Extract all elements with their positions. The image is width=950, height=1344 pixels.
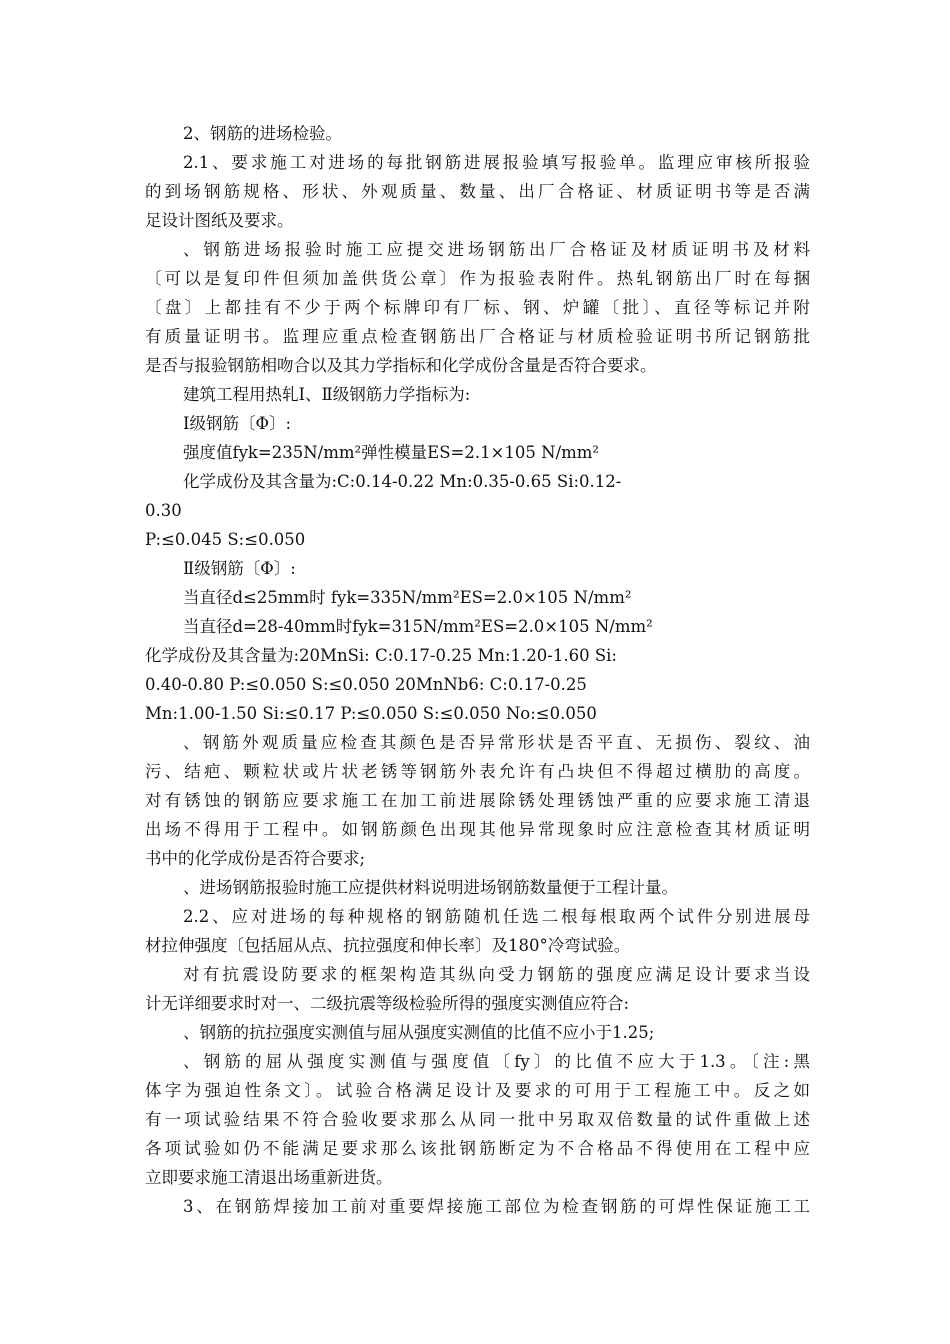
text-line: 2.1、要求施工对进场的每批钢筋进展报验填写报验单。监理应审核所报验 (183, 153, 810, 172)
text-line: Ⅱ级钢筋〔Φ〕: (183, 559, 296, 578)
text-line: 各项试验如仍不能满足要求那么该批钢筋断定为不合格品不得使用在工程中应 (145, 1139, 810, 1158)
text-line: 材拉伸强度〔包括屈从点、抗拉强度和伸长率〕及180°冷弯试验。 (145, 936, 631, 955)
text-line: 、钢筋外观质量应检查其颜色是否异常形状是否平直、无损伤、裂纹、油 (183, 733, 810, 752)
text-line: 足设计图纸及要求。 (145, 211, 294, 230)
text-line: 2.2、应对进场的每种规格的钢筋随机任选二根每根取两个试件分别进展母 (183, 907, 810, 926)
text-line: 、钢筋进场报验时施工应提交进场钢筋出厂合格证及材质证明书及材料 (183, 240, 810, 259)
text-line: 0.30 (145, 501, 182, 520)
text-line: 〔可以是复印件但须加盖供货公章〕作为报验表附件。热轧钢筋出厂时在每捆 (145, 269, 810, 288)
text-line: 0.40-0.80 P:≤0.050 S:≤0.050 20MnNb6: C:0.17-0.25 (145, 675, 587, 694)
text-line: 、钢筋的抗拉强度实测值与屈从强度实测值的比值不应小于1.25; (183, 1023, 655, 1042)
text-line: Ⅰ级钢筋〔Φ〕: (183, 414, 292, 433)
text-line: 当直径d≤25mm时 fyk=335N/mm²ES=2.0×105 N/mm² (183, 588, 632, 607)
text-line: 当直径d=28-40mm时fyk=315N/mm²ES=2.0×105 N/mm² (183, 617, 653, 636)
text-line: P:≤0.045 S:≤0.050 (145, 530, 306, 549)
text-line: 化学成份及其含量为:20MnSi: C:0.17-0.25 Mn:1.20-1.60 Si: (145, 646, 617, 665)
text-line: 〔盘〕上都挂有不少于两个标牌印有厂标、钢、炉罐〔批〕、直径等标记并附 (145, 298, 810, 317)
section-heading: 3、在钢筋焊接加工前对重要焊接施工部位为检查钢筋的可焊性保证施工工 (183, 1197, 810, 1216)
text-line: 对有锈蚀的钢筋应要求施工在加工前进展除锈处理锈蚀严重的应要求施工清退 (145, 791, 810, 810)
text-line: 书中的化学成份是否符合要求; (145, 849, 366, 868)
text-line: 体字为强迫性条文〕。试验合格满足设计及要求的可用于工程施工中。反之如 (145, 1081, 810, 1100)
text-line: 污、结疤、颗粒状或片状老锈等钢筋外表允许有凸块但不得超过横肋的高度。 (145, 762, 810, 781)
text-line: 、钢筋的屈从强度实测值与强度值〔fy〕的比值不应大于1.3。〔注:黑 (183, 1052, 810, 1071)
text-line: 立即要求施工清退出场重新进货。 (145, 1168, 393, 1187)
text-line: 化学成份及其含量为:C:0.14-0.22 Mn:0.35-0.65 Si:0.12- (183, 472, 622, 491)
text-line: 强度值fyk=235N/mm²弹性模量ES=2.1×105 N/mm² (183, 443, 600, 462)
text-line: 出场不得用于工程中。如钢筋颜色出现其他异常现象时应注意检查其材质证明 (145, 820, 810, 839)
text-line: 对有抗震设防要求的框架构造其纵向受力钢筋的强度应满足设计要求当设 (183, 965, 810, 984)
text-line: 有一项试验结果不符合验收要求那么从同一批中另取双倍数量的试件重做上述 (145, 1110, 810, 1129)
text-line: 有质量证明书。监理应重点检查钢筋出厂合格证与材质检验证明书所记钢筋批 (145, 327, 810, 346)
text-line: 的到场钢筋规格、形状、外观质量、数量、出厂合格证、材质证明书等是否满 (145, 182, 810, 201)
section-heading: 2、钢筋的进场检验。 (183, 124, 342, 143)
text-line: 是否与报验钢筋相吻合以及其力学指标和化学成份含量是否符合要求。 (145, 356, 657, 375)
text-line: 计无详细要求时对一、二级抗震等级检验所得的强度实测值应符合: (145, 994, 630, 1013)
text-line: Mn:1.00-1.50 Si:≤0.17 P:≤0.050 S:≤0.050 No:≤0.050 (145, 704, 597, 723)
text-line: 、进场钢筋报验时施工应提供材料说明进场钢筋数量便于工程计量。 (183, 878, 678, 897)
text-line: 建筑工程用热轧Ⅰ、Ⅱ级钢筋力学指标为: (183, 385, 471, 404)
